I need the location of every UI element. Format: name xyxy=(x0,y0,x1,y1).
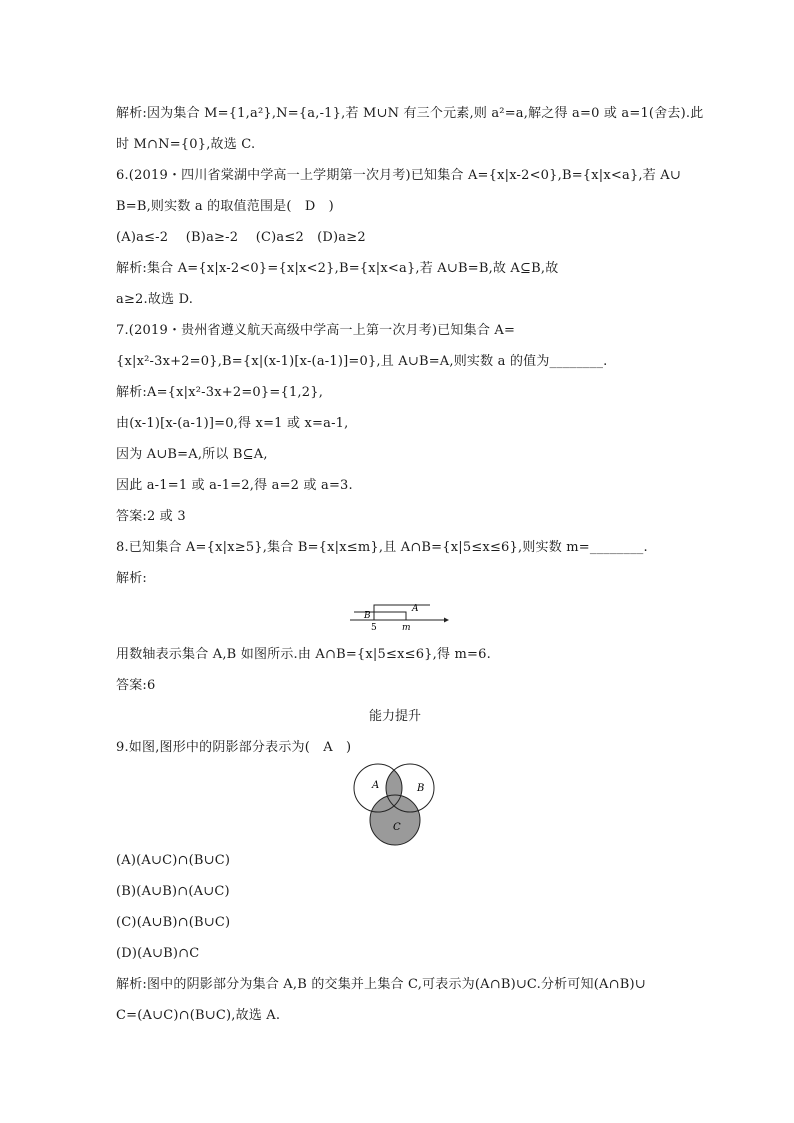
option-c-line: (C)(A∪B)∩(B∪C) xyxy=(116,915,231,930)
text-line: 因此 a-1=1 或 a-1=2,得 a=2 或 a=3. xyxy=(116,478,353,493)
venn-label-b: B xyxy=(417,783,425,794)
text-line: a≥2.故选 D. xyxy=(116,292,194,307)
question-7-line: 7.(2019・贵州省遵义航天高级中学高一上第一次月考)已知集合 A= xyxy=(116,323,516,338)
text-line: 因为 A∪B=A,所以 B⊆A, xyxy=(116,447,268,462)
text-line: 时 M∩N={0},故选 C. xyxy=(116,137,256,152)
option-a-line: (A)(A∪C)∩(B∪C) xyxy=(116,853,231,868)
text-line: 由(x-1)[x-(a-1)]=0,得 x=1 或 x=a-1, xyxy=(116,416,349,431)
text-line: 解析:图中的阴影部分为集合 A,B 的交集并上集合 C,可表示为(A∩B)∪C.分析可知(A∩B)∪ xyxy=(116,977,646,992)
text-line: B=B,则实数 a 的取值范围是( D ) xyxy=(116,199,334,214)
venn-diagram xyxy=(352,760,442,850)
text-line: 解析:A={x|x²-3x+2=0}={1,2}, xyxy=(116,385,324,400)
text-line: 解析:集合 A={x|x-2<0}={x|x<2},B={x|x<a},若 A∪B=B,故 A⊆B,故 xyxy=(116,261,559,276)
answer-line: 答案:2 或 3 xyxy=(116,509,186,524)
venn-label-a: A xyxy=(372,780,380,791)
question-6-line: 6.(2019・四川省棠湖中学高一上学期第一次月考)已知集合 A={x|x-2<0},B={x|x<a},若 A∪ xyxy=(116,168,681,183)
options-line: (A)a≤-2 (B)a≥-2 (C)a≤2 (D)a≥2 xyxy=(116,230,366,245)
number-line-label-a: A xyxy=(412,604,419,614)
text-line: {x|x²-3x+2=0},B={x|(x-1)[x-(a-1)]=0},且 A∪B=A,则实数 a 的值为________. xyxy=(116,354,608,369)
number-line-label-b: B xyxy=(364,611,371,621)
number-line-tick-5: 5 xyxy=(371,623,377,632)
number-line-figure xyxy=(350,598,450,632)
option-d-line: (D)(A∪B)∩C xyxy=(116,946,200,961)
question-9-line: 9.如图,图形中的阴影部分表示为( A ) xyxy=(116,740,352,755)
venn-label-c: C xyxy=(393,822,401,833)
option-b-line: (B)(A∪B)∩(A∪C) xyxy=(116,884,230,899)
text-line: 解析: xyxy=(116,571,147,586)
answer-line: 答案:6 xyxy=(116,678,156,693)
section-title: 能力提升 xyxy=(369,709,422,724)
text-line: 解析:因为集合 M={1,a²},N={a,-1},若 M∪N 有三个元素,则 a²=a,解之得 a=0 或 a=1(舍去).此 xyxy=(116,106,704,121)
question-8-line: 8.已知集合 A={x|x≥5},集合 B={x|x≤m},且 A∩B={x|5≤x≤6},则实数 m=________. xyxy=(116,540,648,555)
text-line: C=(A∪C)∩(B∪C),故选 A. xyxy=(116,1008,281,1023)
text-line: 用数轴表示集合 A,B 如图所示.由 A∩B={x|5≤x≤6},得 m=6. xyxy=(116,647,491,662)
number-line-tick-m: m xyxy=(402,623,411,632)
